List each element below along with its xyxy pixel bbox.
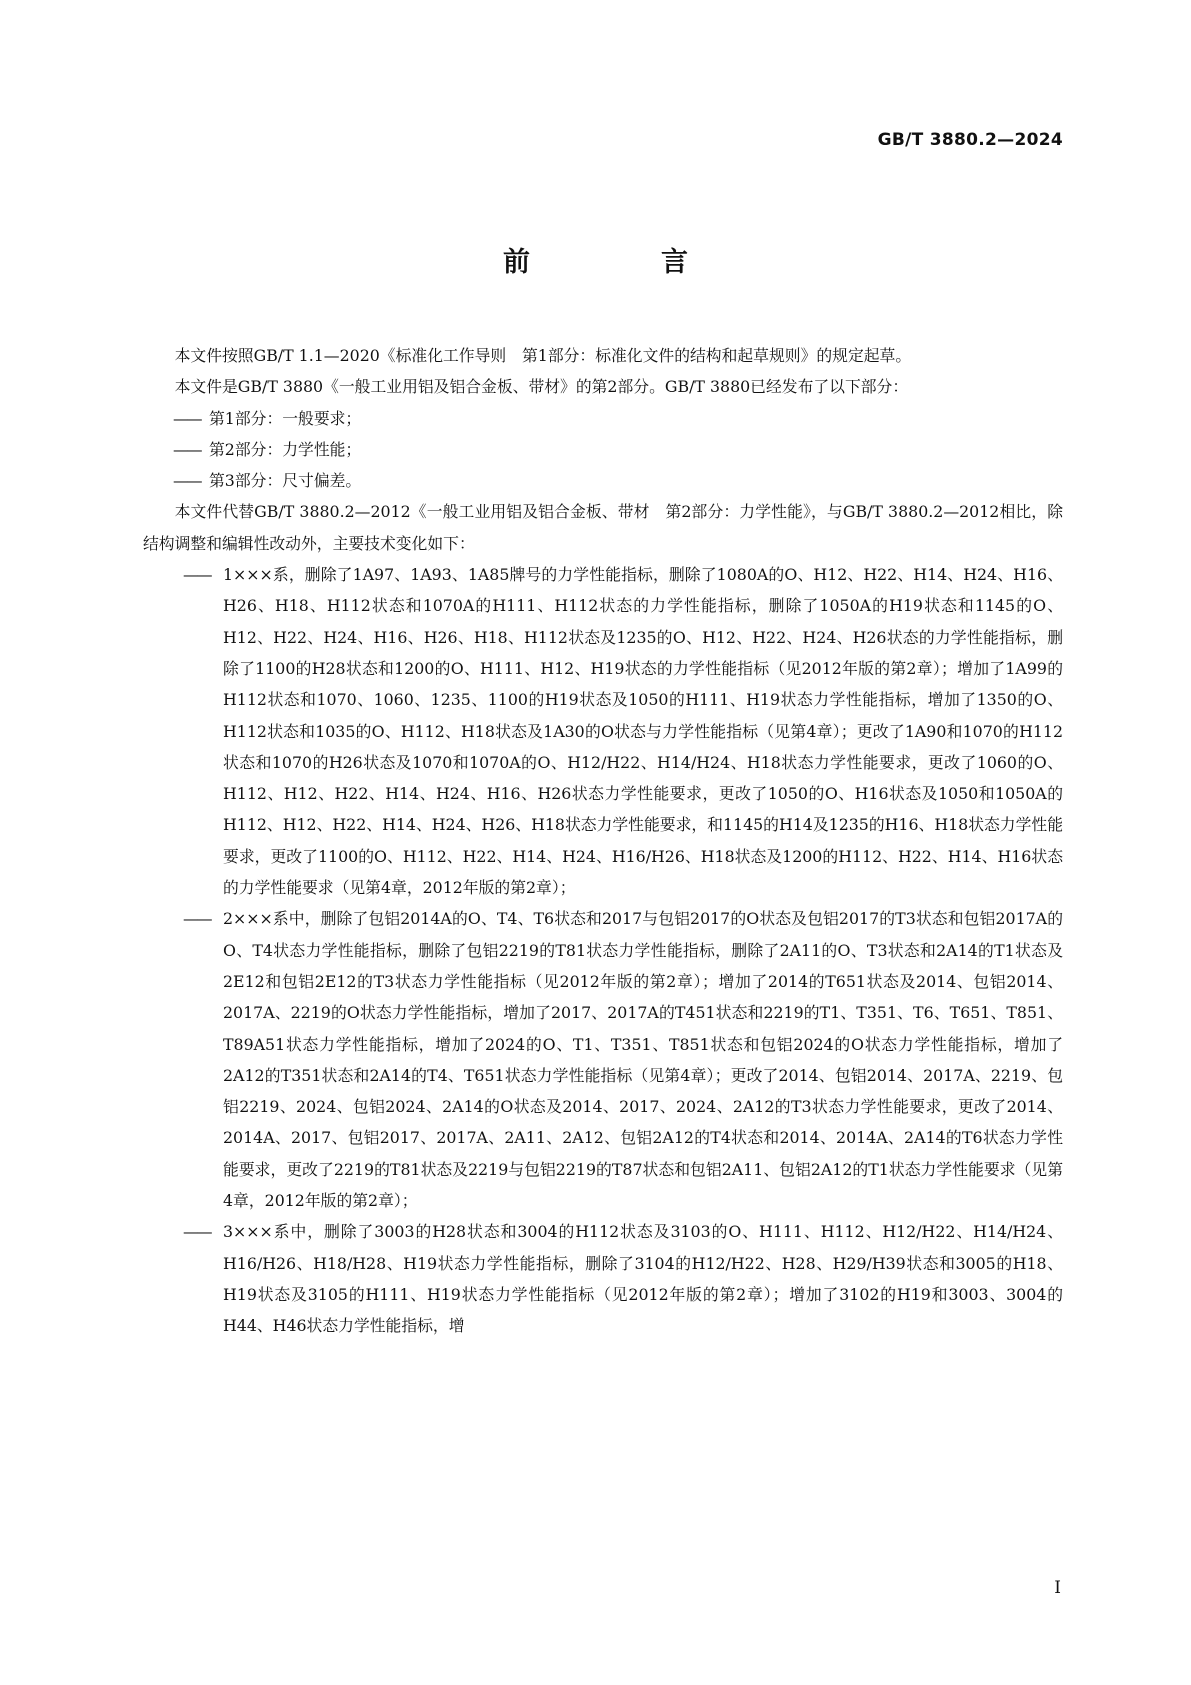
- list-item-change: —— 1×××系，删除了1A97、1A93、1A85牌号的力学性能指标，删除了1080A的O、H12、H22、H14、H24、H16、H26、H18、H112状态和1070A的H111、H112状态的力学性能指标，删除了1050A的H19状态和1145的O、H12、H22、H24、H16、H26、H18、H112状态及1235的O、H12、H22、H24、H26状态的力学性能指标，删除了1100的H28状态和1200的O、H111、H12、H19状态的力学性能指标（见2012年版的第2章）；增加了1A99的H112状态和1070、1060、1235、1100的H19状态及1050的H111、H19状态力学性能指标，增加了1350的O、H112状态和1035的O、H112、H18状态及1A30的O状态与力学性能指标（见第4章）；更改了1A90和1070的H112状态和1070的H26状态及1070和1070A的O、H12/H22、H14/H24、H18状态力学性能要求，更改了1060的O、H112、H12、H22、H14、H24、H16、H26状态力学性能要求，更改了1050的O、H16状态及1050和1050A的H112、H12、H22、H14、H24、H26、H18状态力学性能要求，和1145的H14及1235的H16、H18状态力学性能要求，更改了1100的O、H112、H22、H14、H24、H16/H26、H18状态及1200的H112、H22、H14、H16状态的力学性能要求（见第4章，2012年版的第2章）；: [183, 559, 1063, 903]
- paragraph-parts-intro: 本文件是GB/T 3880《一般工业用铝及铝合金板、带材》的第2部分。GB/T 3880已经发布了以下部分：: [174, 377, 909, 397]
- list-item-part: —— 第3部分：尺寸偏差。: [173, 465, 1063, 496]
- page-title: 前 言: [503, 247, 740, 278]
- document-body: [143, 340, 1063, 1342]
- list-item-part: —— 第2部分：力学性能；: [173, 434, 1063, 465]
- page-number: I: [1054, 1578, 1061, 1598]
- list-item-change: —— 3×××系中，删除了3003的H28状态和3004的H112状态及3103的O、H111、H112、H12/H22、H14/H24、H16/H26、H18/H28、H19状态力学性能指标，删除了3104的H12/H22、H28、H29/H39状态和3005的H18、H19状态及3105的H111、H19状态力学性能指标（见2012年版的第2章）；增加了3102的H19和3003、3004的H44、H46状态力学性能指标，增: [183, 1216, 1063, 1341]
- standard-code: GB/T 3880.2—2024: [877, 130, 1063, 150]
- list-item-part: —— 第1部分：一般要求；: [173, 403, 1063, 434]
- paragraph-drafting-basis: 本文件按照GB/T 1.1—2020《标准化工作导则 第1部分：标准化文件的结构和起草规则》的规定起草。: [174, 346, 912, 365]
- paragraph-replacement: 本文件代替GB/T 3880.2—2012《一般工业用铝及铝合金板、带材 第2部分：力学性能》，与GB/T 3880.2—2012相比，除结构调整和编辑性改动外，主要技术变化如下：: [143, 502, 1063, 553]
- list-item-change: —— 2×××系中，删除了包铝2014A的O、T4、T6状态和2017与包铝2017的O状态及包铝2017的T3状态和包铝2017A的O、T4状态力学性能指标，删除了包铝2219的T81状态力学性能指标，删除了2A11的O、T3状态和2A14的T1状态及2E12和包铝2E12的T3状态力学性能指标（见2012年版的第2章）；增加了2014的T651状态及2014、包铝2014、2017A、2219的O状态力学性能指标，增加了2017、2017A的T451状态和2219的T1、T351、T6、T651、T851、T89A51状态力学性能指标，增加了2024的O、T1、T351、T851状态和包铝2024的O状态力学性能指标，增加了2A12的T351状态和2A14的T4、T651状态力学性能指标（见第4章）；更改了2014、包铝2014、2017A、2219、包铝2219、2024、包铝2024、2A14的O状态及2014、2017、2024、2A12的T3状态力学性能要求，更改了2014、2014A、2017、包铝2017、2017A、2A11、2A12、包铝2A12的T4状态和2014、2014A、2A14的T6状态力学性能要求，更改了2219的T81状态及2219与包铝2219的T87状态和包铝2A11、包铝2A12的T1状态力学性能要求（见第4章，2012年版的第2章）；: [183, 903, 1063, 1216]
